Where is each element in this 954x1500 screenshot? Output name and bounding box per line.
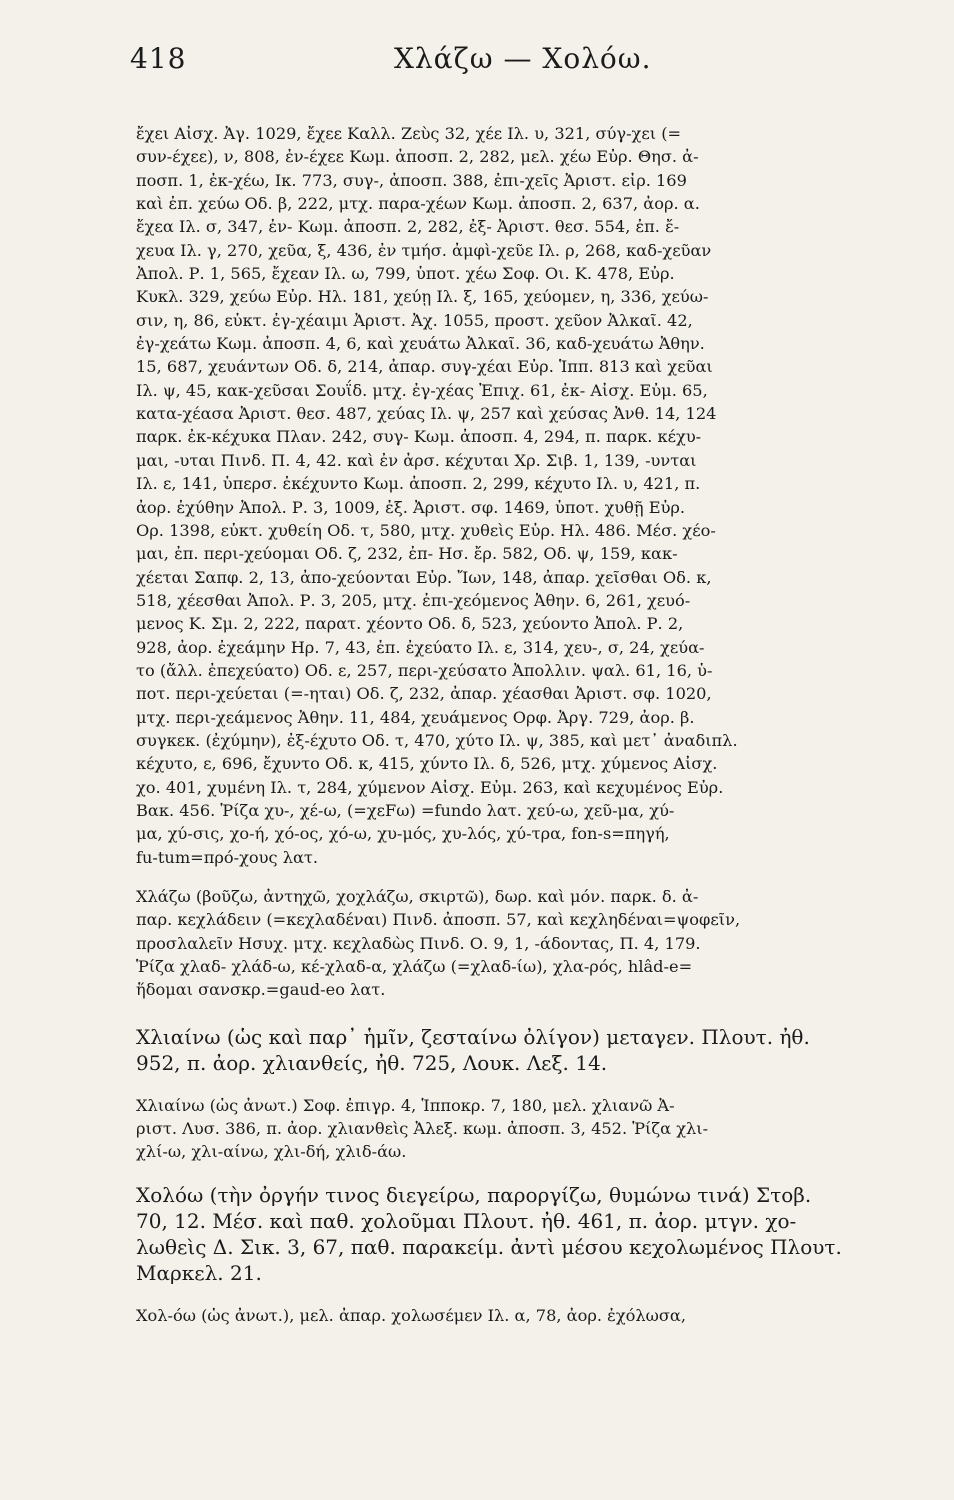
text-line: σιν, η, 86, εὐκτ. ἐγ-χέαιμι Ἀριστ. Ἀχ. 1055, προστ. χεῦον Ἀλκαῖ. 42, <box>136 310 693 330</box>
entry-chlazo <box>136 885 916 1002</box>
text-line: μτχ. περι-χεάμενος Ἀθην. 11, 484, χευάμενος Ορφ. Ἀργ. 729, ἀορ. β. <box>136 707 695 727</box>
text-line: μαι, ἐπ. περι-χεύομαι Οδ. ζ, 232, ἐπ- Ησ. ἔρ. 582, Οδ. ψ, 159, κακ- <box>136 544 678 564</box>
text-line: κατα-χέασα Ἀριστ. θεσ. 487, χεύας Ιλ. ψ, 257 καὶ χεύσας Ἀνθ. 14, 124 <box>136 404 717 424</box>
text-line: χο. 401, χυμένη Ιλ. τ, 284, χύμενον Αἰσχ. Εὐμ. 263, καὶ κεχυμένος Εὐρ. <box>136 777 724 797</box>
text-line: 15, 687, χευάντων Οδ. δ, 214, ἀπαρ. συγ-χέαι Εὐρ. Ἱππ. 813 καὶ χεῦαι <box>136 357 713 377</box>
entry-chliaino-2 <box>136 1094 916 1164</box>
text-line: κέχυτο, ε, 696, ἔχυντο Οδ. κ, 415, χύντο Ιλ. δ, 526, μτχ. χύμενος Αἰσχ. <box>136 754 718 774</box>
text-line: Ιλ. ε, 141, ὑπερσ. ἐκέχυντο Κωμ. ἀποσπ. 2, 299, κέχυτο Ιλ. υ, 421, π. <box>136 474 701 494</box>
text-line: καὶ ἐπ. χεύω Οδ. β, 222, μτχ. παρα-χέων Κωμ. ἀποσπ. 2, 637, ἀορ. α. <box>136 194 700 214</box>
entry-choloo-2 <box>136 1304 916 1327</box>
text-line: Ῥίζα χλαδ- χλάδ-ω, κέ-χλαδ-α, χλάζω (=χλαδ-ίω), χλα-ρός, hlâd-e= <box>136 957 693 977</box>
text-line: μα, χύ-σις, χο-ή, χό-ος, χό-ω, χυ-μός, χυ-λός, χύ-τρα, fon-s=πηγή, <box>136 824 670 844</box>
text-line: Μαρκελ. 21. <box>136 1260 262 1285</box>
text-line: το (ἄλλ. ἐπεχεύατο) Οδ. ε, 257, περι-χεύσατο Ἀπολλιν. ψαλ. 61, 16, ὑ- <box>136 660 713 680</box>
text-line: Ιλ. ψ, 45, κακ-χεῦσαι Σουΐδ. μτχ. ἐγ-χέας Ἐπιχ. 61, ἐκ- Αἰσχ. Εὐμ. 65, <box>136 380 708 400</box>
text-line: παρ. κεχλάδειν (=κεχλαδέναι) Πινδ. ἀποσπ. 57, καὶ κεχληδέναι=ψοφεῖν, <box>136 910 741 930</box>
text-line: ριστ. Λυσ. 386, π. ἀορ. χλιανθεὶς Ἀλεξ. κωμ. ἀποσπ. 3, 452. Ῥίζα χλι- <box>136 1119 709 1139</box>
entry-cheo-continuation <box>136 122 916 869</box>
text-line: συν-έχεε), ν, 808, ἐν-έχεε Κωμ. ἀποσπ. 2, 282, μελ. χέω Εὐρ. Θησ. ἀ- <box>136 147 699 167</box>
text-line: Χλάζω (βοῦζω, ἀντηχῶ, χοχλάζω, σκιρτῶ), δωρ. καὶ μόν. παρκ. δ. ἀ- <box>136 887 699 906</box>
text-line: Χλιαίνω (ὡς ἀνωτ.) Σοφ. ἐπιγρ. 4, Ἱπποκρ. 7, 180, μελ. χλιανῶ Ἀ- <box>136 1095 675 1115</box>
entry-chliaino-1 <box>136 1024 916 1076</box>
text-line: ἀορ. ἐχύθην Ἀπολ. Ρ. 3, 1009, ἐξ. Ἀριστ. σφ. 1469, ὑποτ. χυθῇ Εὐρ. <box>136 497 686 517</box>
text-line: 928, ἀορ. ἐχεάμην Ηρ. 7, 43, ἐπ. ἐχεύατο Ιλ. ε, 314, χευ-, σ, 24, χεύα- <box>136 637 705 657</box>
text-line: 70, 12. Μέσ. καὶ παθ. χολοῦμαι Πλουτ. ἠθ. 461, π. ἀορ. μτγν. χο- <box>136 1208 797 1233</box>
text-line: Χολ-όω (ὡς ἀνωτ.), μελ. ἀπαρ. χολωσέμεν Ιλ. α, 78, ἀορ. ἐχόλωσα, <box>136 1305 686 1325</box>
text-line: χέεται Σαπφ. 2, 13, ἀπο-χεύονται Εὐρ. Ἴων, 148, ἀπαρ. χεῖσθαι Οδ. κ, <box>136 567 712 587</box>
text-line: συγκεκ. (ἐχύμην), ἐξ-έχυτο Οδ. τ, 470, χύτο Ιλ. ψ, 385, καὶ μετ᾿ ἀναδιπλ. <box>136 730 738 750</box>
text-line: ἔχει Αἰσχ. Ἀγ. 1029, ἔχεε Καλλ. Ζεὺς 32, χέε Ιλ. υ, 321, σύγ-χει (= <box>136 124 682 143</box>
text-line: χλί-ω, χλι-αίνω, χλι-δή, χλιδ-άω. <box>136 1142 407 1162</box>
text-line: ἥδομαι σανσκρ.=gaud-eo λατ. <box>136 980 386 1000</box>
text-line: παρκ. ἐκ-κέχυκα Πλαν. 242, συγ- Κωμ. ἀποσπ. 4, 294, π. παρκ. κέχυ- <box>136 427 702 447</box>
text-line: ἔχεα Ιλ. σ, 347, ἐν- Κωμ. ἀποσπ. 2, 282, ἐξ- Ἀριστ. θεσ. 554, ἐπ. ἔ- <box>136 217 680 237</box>
text-line: μενος Κ. Σμ. 2, 222, παρατ. χέοντο Οδ. δ, 523, χεύοντο Ἀπολ. Ρ. 2, <box>136 614 684 634</box>
text-line: ποσπ. 1, ἐκ-χέω, Ικ. 773, συγ-, ἀποσπ. 388, ἐπι-χεῖς Ἀριστ. εἰρ. 169 <box>136 170 687 190</box>
text-line: 518, χέεσθαι Ἀπολ. Ρ. 3, 205, μτχ. ἐπι-χεόμενος Ἀθην. 6, 261, χευό- <box>136 590 691 610</box>
running-head: Χλάζω — Χολόω. <box>394 42 652 75</box>
text-line: λωθεὶς Δ. Σικ. 3, 67, παθ. παρακείμ. ἀντὶ μέσου κεχολωμένος Πλουτ. <box>136 1234 842 1259</box>
text-line: 952, π. ἀορ. χλιανθείς, ἠθ. 725, Λουκ. Λεξ. 14. <box>136 1050 608 1075</box>
entry-choloo-1 <box>136 1182 916 1286</box>
text-line: fu-tum=πρό-χους λατ. <box>136 847 318 867</box>
text-line: ἐγ-χεάτω Κωμ. ἀποσπ. 4, 6, καὶ χευάτω Ἀλκαῖ. 36, καδ-χευάτω Ἀθην. <box>136 334 705 354</box>
text-line: Χλιαίνω (ὡς καὶ παρ᾿ ἡμῖν, ζεσταίνω ὀλίγον) μεταγεν. Πλουτ. ἠθ. <box>136 1024 810 1049</box>
text-line: μαι, -υται Πινδ. Π. 4, 42. καὶ ἐν ἀρσ. κέχυται Χρ. Σιβ. 1, 139, -υνται <box>136 450 697 470</box>
text-line: Ορ. 1398, εὐκτ. χυθείη Οδ. τ, 580, μτχ. χυθεὶς Εὐρ. Ηλ. 486. Μέσ. χέο- <box>136 520 716 540</box>
text-line: Βακ. 456. Ῥίζα χυ-, χέ-ω, (=χεFω) =fundo λατ. χεύ-ω, χεῦ-μα, χύ- <box>136 800 675 820</box>
text-line: προσλαλεῖν Ησυχ. μτχ. κεχλαδὼς Πινδ. Ο. 9, 1, -άδοντας, Π. 4, 179. <box>136 933 701 953</box>
text-line: Κυκλ. 329, χεύω Εὐρ. Ηλ. 181, χεύῃ Ιλ. ξ, 165, χεύομεν, η, 336, χεύω- <box>136 287 709 307</box>
text-line: Ἀπολ. Ρ. 1, 565, ἔχεαν Ιλ. ω, 799, ὑποτ. χέω Σοφ. Οι. Κ. 478, Εὐρ. <box>136 264 675 284</box>
page-number: 418 <box>130 42 187 75</box>
text-line: Χολόω (τὴν ὀργήν τινος διεγείρω, παροργίζω, θυμώνω τινά) Στοβ. <box>136 1182 812 1207</box>
text-line: ποτ. περι-χεύεται (=-ηται) Οδ. ζ, 232, ἀπαρ. χέασθαι Ἀριστ. σφ. 1020, <box>136 684 712 704</box>
page-header <box>130 36 916 88</box>
text-line: χευα Ιλ. γ, 270, χεῦα, ξ, 436, ἐν τμήσ. ἀμφὶ-χεῦε Ιλ. ρ, 268, καδ-χεῦαν <box>136 240 712 260</box>
